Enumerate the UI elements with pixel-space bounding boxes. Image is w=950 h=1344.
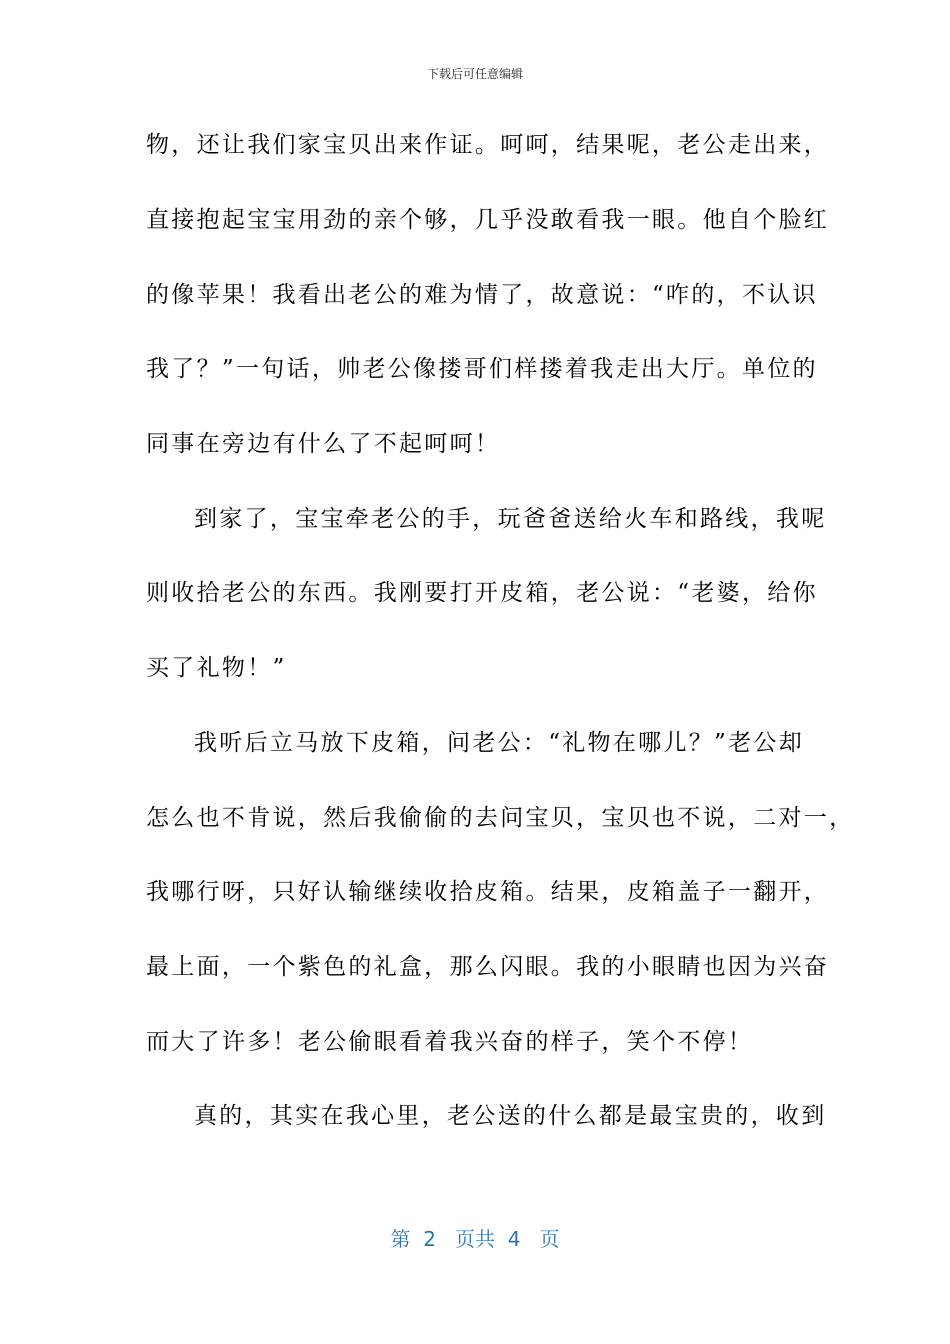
text-line: 买了礼物！” [146, 655, 287, 681]
total-pages-number: 4 [507, 1227, 521, 1251]
paragraph-start-line: 到家了，宝宝牵老公的手，玩爸爸送给火车和路线，我呢 [194, 506, 827, 532]
text-line: 同事在旁边有什么了不起呵呵！ [146, 431, 501, 457]
text-line: 我了？”一句话，帅老公像搂哥们样搂着我走出大厅。单位的 [146, 356, 818, 382]
page-header: 下载后可任意编辑 [426, 67, 523, 81]
paragraph-start-line: 真的，其实在我心里，老公送的什么都是最宝贵的，收到 [194, 1103, 827, 1129]
text-line: 怎么也不肯说，然后我偷偷的去问宝贝，宝贝也不说，二对一， [146, 805, 855, 831]
text-line: 直接抱起宝宝用劲的亲个够，几乎没敢看我一眼。他自个脸红 [146, 207, 830, 233]
text-line: 则收拾老公的东西。我刚要打开皮箱，老公说：“老婆，给你 [146, 580, 818, 606]
footer-prefix: 第 [390, 1227, 411, 1251]
footer-suffix: 页 [539, 1227, 560, 1251]
current-page-number: 2 [423, 1227, 436, 1251]
text-line: 而大了许多！老公偷眼看着我兴奋的样子，笑个不停！ [146, 1029, 754, 1055]
text-line: 最上面，一个紫色的礼盒，那么闪眼。我的小眼睛也因为兴奋 [146, 954, 830, 980]
footer-middle: 页共 [455, 1227, 495, 1251]
paragraph-start-line: 我听后立马放下皮箱，问老公：“礼物在哪儿？”老公却 [194, 730, 805, 756]
text-line: 的像苹果！我看出老公的难为情了，故意说：“咋的，不认识 [146, 282, 818, 308]
text-line: 物，还让我们家宝贝出来作证。呵呵，结果呢，老公走出来， [146, 132, 830, 158]
text-line: 我哪行呀，只好认输继续收拾皮箱。结果，皮箱盖子一翻开， [146, 879, 830, 905]
page-footer [0, 1226, 950, 1252]
